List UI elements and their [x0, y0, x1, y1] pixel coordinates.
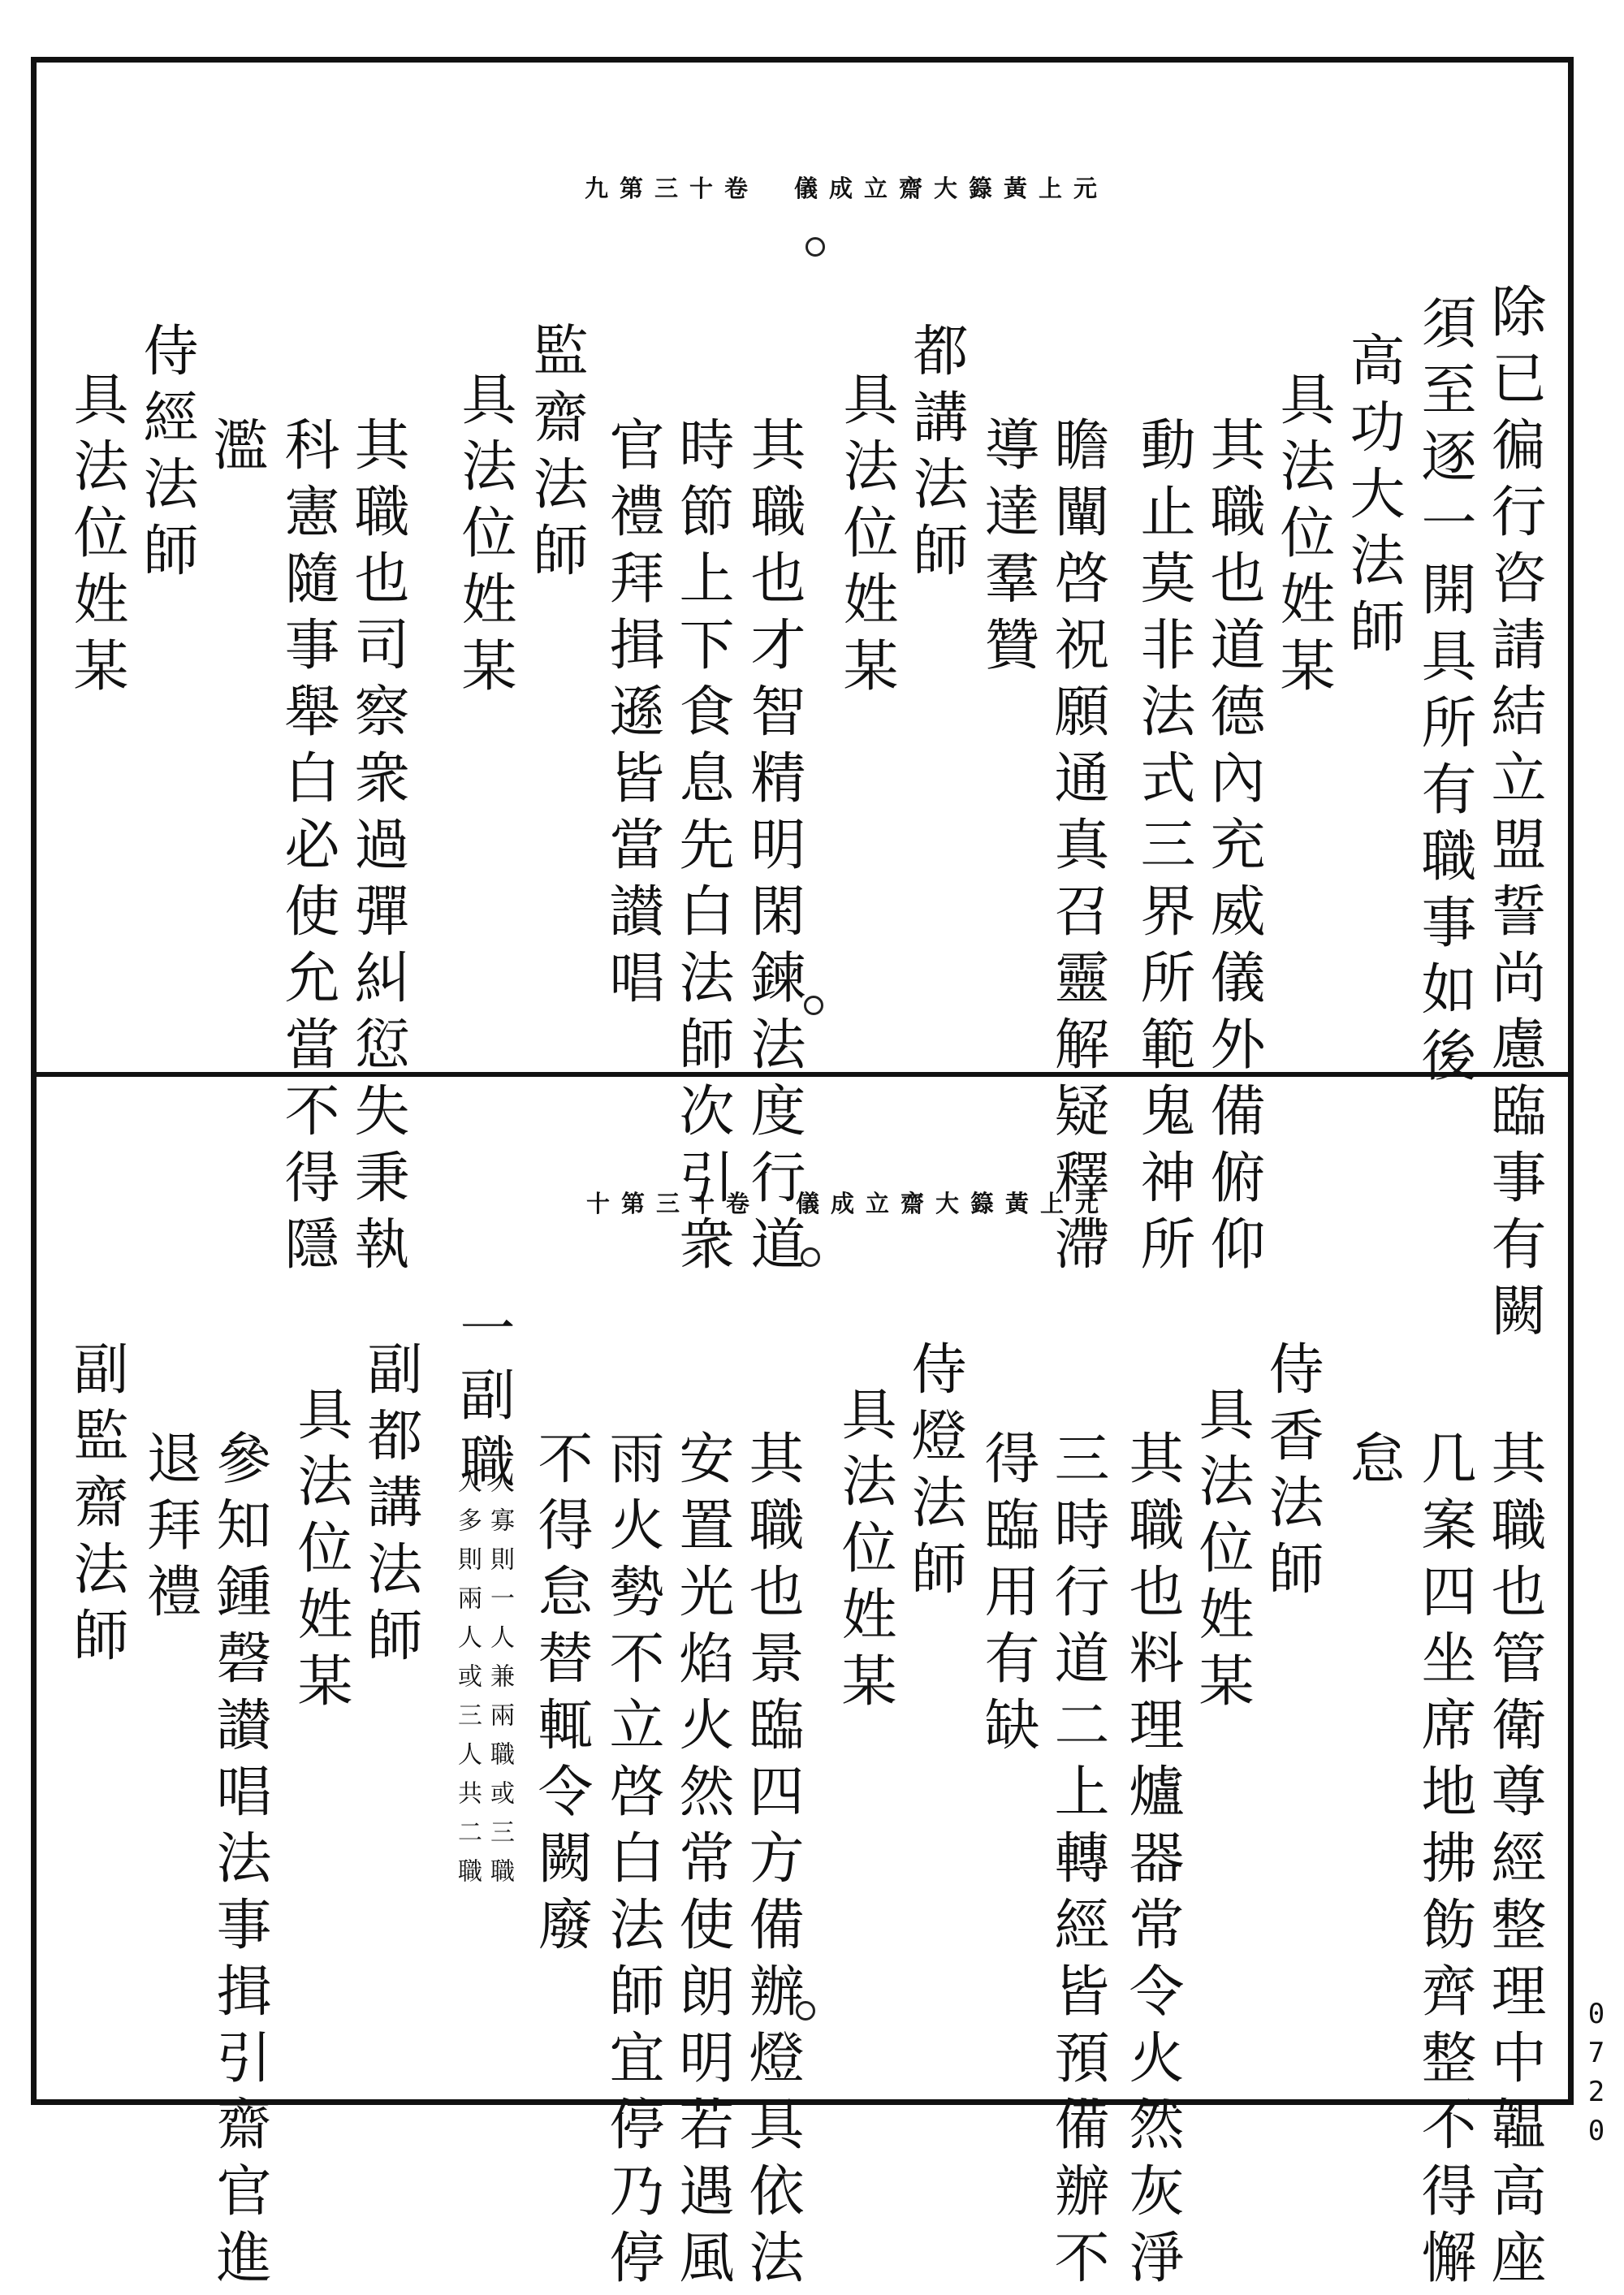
text-column: 安置光焰火然常使朗明若遇風 [670, 1429, 734, 2295]
page-number: 0720 [1580, 1998, 1613, 2154]
text-column: 退拜禮 [137, 1429, 201, 1629]
text-column: 副監齋法師 [64, 1340, 128, 1673]
text-column: 一副職 [451, 1299, 515, 1499]
text-column: 具法位姓某 [64, 370, 128, 703]
text-column: 科憲隨事舉白必使允當不得隱 [275, 416, 339, 1281]
text-column: 官禮拜揖遜皆當讃唱 [600, 416, 664, 1015]
running-head-top: 元上黃籙大齋立成儀 卷十三第九 [585, 175, 1109, 202]
text-column: 除已徧行咨請結立盟誓尚慮臨事有闕 [1482, 283, 1546, 1348]
text-column: 具法位姓某 [832, 1385, 896, 1718]
text-column: 參知鍾磬讃唱法事揖引齋官進 [207, 1429, 271, 2295]
text-column: 具法位姓某 [1271, 370, 1335, 703]
text-column: 瞻闡啓祝願通真召靈解疑釋滯 [1045, 416, 1109, 1281]
text-column: 侍經法師 [134, 322, 198, 588]
text-column: 其職也管衛尊經整理中韞高座 [1482, 1429, 1546, 2295]
text-column: 都講法師 [904, 322, 968, 588]
binding-hole-top-lower [804, 996, 823, 1015]
text-column: 几案四坐席地拂飭齊整不得懈 [1412, 1429, 1476, 2295]
text-column: 監齋法師 [524, 322, 588, 588]
text-column: 其職也司察衆過彈糾愆失秉執 [345, 416, 409, 1281]
text-column: 雨火勢不立啓白法師宜停乃停 [600, 1429, 664, 2295]
text-column: 須至逐一開具所有職事如後 [1412, 294, 1476, 1093]
text-column: 不得怠替輒令闕廢 [529, 1429, 593, 1962]
text-column: 濫 [204, 416, 268, 482]
text-column: 具法位姓某 [288, 1385, 352, 1718]
text-column: 其職也道德內充威儀外備俯仰 [1201, 416, 1265, 1281]
binding-hole-bottom [801, 1247, 820, 1267]
interlinear-note: 人寡則一人兼兩職或三職 [486, 1468, 514, 1897]
text-column: 具法位姓某 [1190, 1385, 1254, 1718]
text-column: 導達羣贊 [975, 416, 1039, 682]
text-column: 其職也料理爐器常令火然灰淨 [1120, 1429, 1184, 2295]
text-column: 其職也才智精明閑鍊法度行道 [741, 416, 806, 1281]
text-column: 時節上下食息先白法師次引衆 [670, 416, 734, 1281]
text-column: 具法位姓某 [834, 370, 898, 703]
running-head-bottom: 元上黃籙大齋立成儀 卷十三第十 [586, 1190, 1111, 1217]
binding-hole-top [806, 237, 825, 257]
text-column: 三時行道二上轉經皆預備辦不 [1045, 1429, 1109, 2295]
text-column: 侍香法師 [1259, 1340, 1324, 1606]
text-column: 得臨用有缺 [975, 1429, 1039, 1762]
text-column: 高功大法師 [1341, 331, 1405, 664]
text-column: 侍燈法師 [902, 1340, 966, 1606]
text-column: 其職也景臨四方備辦燈具依法 [740, 1429, 804, 2295]
text-column: 具法位姓某 [452, 370, 516, 703]
interlinear-note: 人多則兩人或三人共二職 [453, 1468, 482, 1897]
text-column: 怠 [1341, 1429, 1405, 1496]
text-column: 副都講法師 [358, 1340, 422, 1673]
text-column: 動止莫非法式三界所範鬼神所 [1131, 416, 1195, 1281]
